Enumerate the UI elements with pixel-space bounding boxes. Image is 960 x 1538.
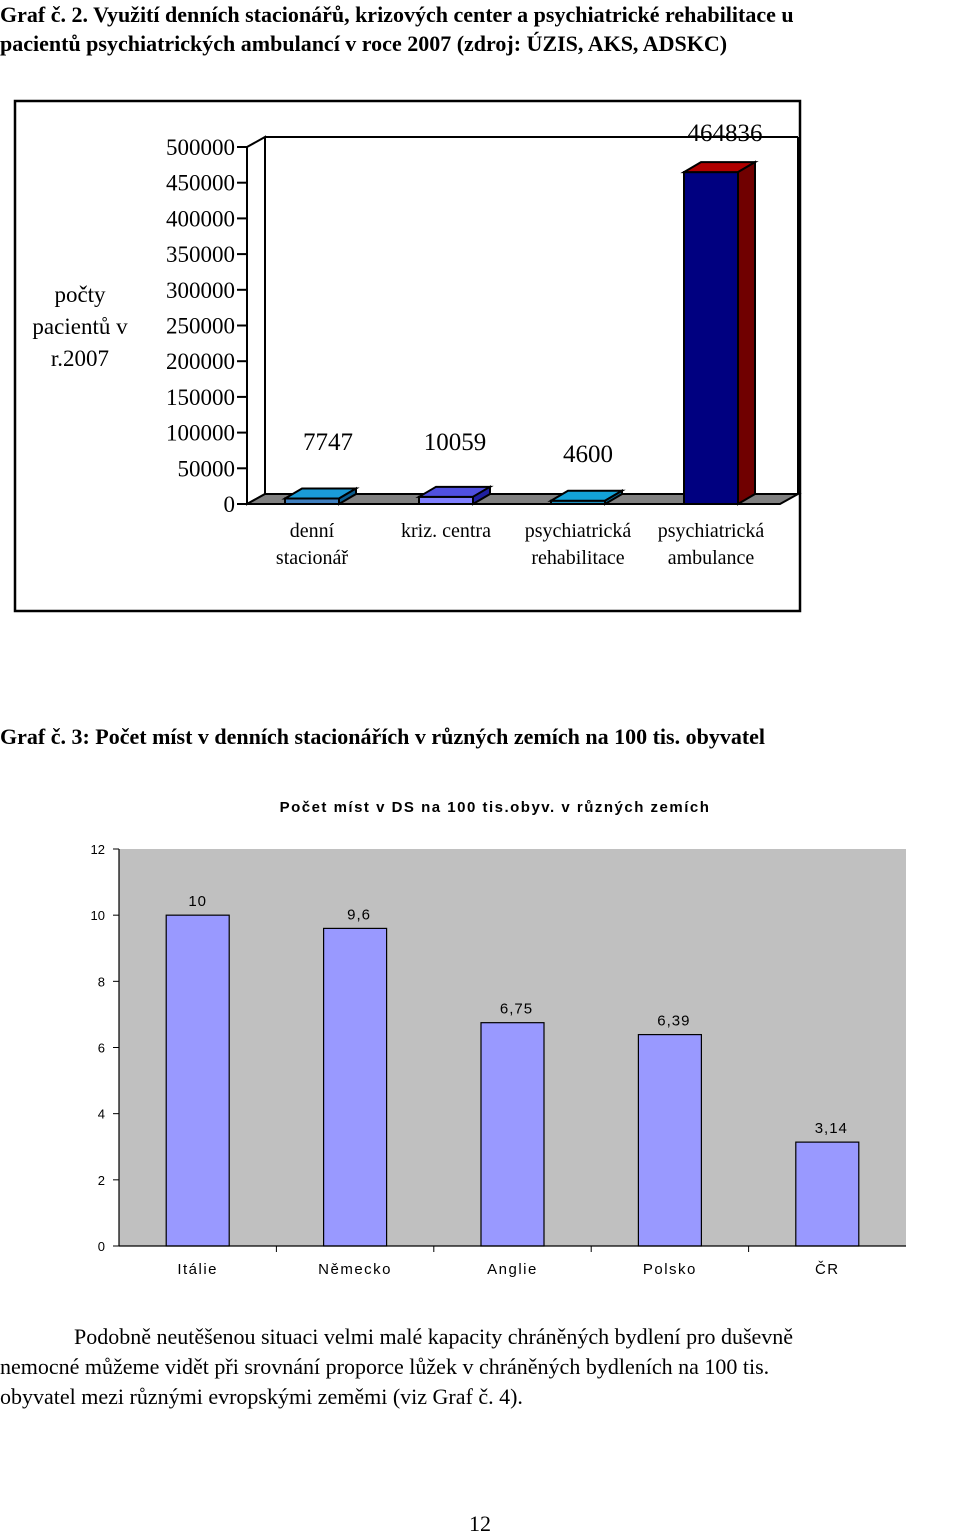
chart3-category-label: Itálie [177, 1261, 219, 1278]
chart2-category-label: ambulance [667, 547, 755, 569]
chart2-ytick-label: 350000 [166, 242, 235, 268]
chart3-category-label: Anglie [487, 1261, 538, 1278]
chart3-category-label: ČR [814, 1261, 840, 1278]
body-paragraph [0, 1322, 960, 1412]
chart2-bar [684, 162, 755, 504]
chart2-ytick-label: 0 [223, 492, 235, 517]
chart3-data-label: 3,14 [814, 1120, 848, 1138]
chart3-ytick-label: 4 [97, 1106, 105, 1122]
chart3-ytick-label: 10 [90, 908, 105, 924]
chart2-heading-line1: Graf č. 2. Využití denních stacionářů, krizových center a psychiatrické rehabilitace u [0, 2, 794, 27]
chart2-ytick-label: 250000 [166, 313, 235, 339]
chart2-data-label: 464836 [687, 120, 763, 147]
chart3-category-label: Německo [318, 1261, 393, 1278]
chart2-category-label: stacionář [275, 547, 349, 569]
paragraph-line-2: nemocné můžeme vidět při srovnání proporce lůžek v chráněných bydleních na 100 tis. [0, 1354, 770, 1379]
chart2-ytick-label: 300000 [166, 277, 235, 303]
paragraph-line-1: Podobně neutěšenou situaci velmi malé kapacity chráněných bydlení pro duševně [74, 1324, 794, 1349]
chart3-ytick-label: 8 [97, 974, 105, 990]
chart3-ytick-label: 12 [90, 842, 105, 857]
chart3-bar [638, 1035, 701, 1246]
chart2-bar [419, 487, 490, 504]
paragraph-line-3: obyvatel mezi různými evropskými zeměmi (viz Graf č. 4). [0, 1384, 523, 1409]
chart2-ytick-label: 400000 [166, 206, 235, 232]
chart2-axis-title-line: pacientů v [32, 314, 128, 339]
chart2-data-label: 4600 [563, 441, 613, 468]
chart3-figure [0, 780, 960, 1300]
chart2-heading-line2: pacientů psychiatrických ambulancí v roce 2007 (zdroj: ÚZIS, AKS, ADSKC) [0, 31, 728, 56]
chart2-ytick-label: 500000 [166, 135, 235, 160]
chart2-category-label: psychiatrická [524, 520, 632, 542]
chart2-data-label: 10059 [423, 429, 487, 456]
chart3-ytick-label: 6 [97, 1040, 105, 1056]
chart3-data-label: 10 [188, 893, 208, 911]
chart3-bar [796, 1142, 859, 1246]
chart2-ytick-label: 200000 [166, 349, 235, 375]
chart2-bar-front [419, 497, 473, 504]
chart2-category-label: rehabilitace [531, 547, 625, 569]
chart2-ytick-label: 50000 [177, 456, 235, 482]
chart3-heading: Graf č. 3: Počet míst v denních stacionářích v různých zemích na 100 tis. obyvatel [0, 724, 766, 749]
chart3-title: Počet míst v DS na 100 tis.obyv. v různých zemích [279, 799, 711, 816]
chart2-bar-side [738, 162, 755, 504]
chart2-figure [0, 0, 960, 620]
chart2-axis-title-line: r.2007 [50, 346, 110, 371]
chart3-bar [166, 915, 229, 1246]
chart2-ytick-label: 150000 [166, 384, 235, 410]
chart3-data-label: 6,75 [499, 1000, 534, 1018]
chart3-data-label: 9,6 [347, 906, 372, 924]
chart3-data-label: 6,39 [657, 1012, 691, 1030]
chart2-category-label: psychiatrická [657, 520, 765, 542]
chart3-ytick-label: 2 [97, 1172, 105, 1188]
chart2-category-label: kriz. centra [401, 520, 491, 542]
chart2-axis-title-line: počty [54, 282, 106, 307]
chart2-ytick-label: 450000 [166, 170, 235, 196]
chart2-side-wall [247, 137, 265, 504]
chart3-ytick-label: 0 [97, 1239, 105, 1254]
chart2-data-label: 7747 [303, 429, 353, 456]
page-number: 12 [469, 1511, 491, 1536]
chart3-bar [481, 1023, 544, 1246]
chart2-category-label: denní [289, 520, 335, 542]
chart2-ytick-label: 100000 [166, 420, 235, 446]
chart2-bar-front [684, 172, 738, 504]
chart3-category-label: Polsko [642, 1261, 697, 1278]
chart3-bar [324, 928, 387, 1246]
